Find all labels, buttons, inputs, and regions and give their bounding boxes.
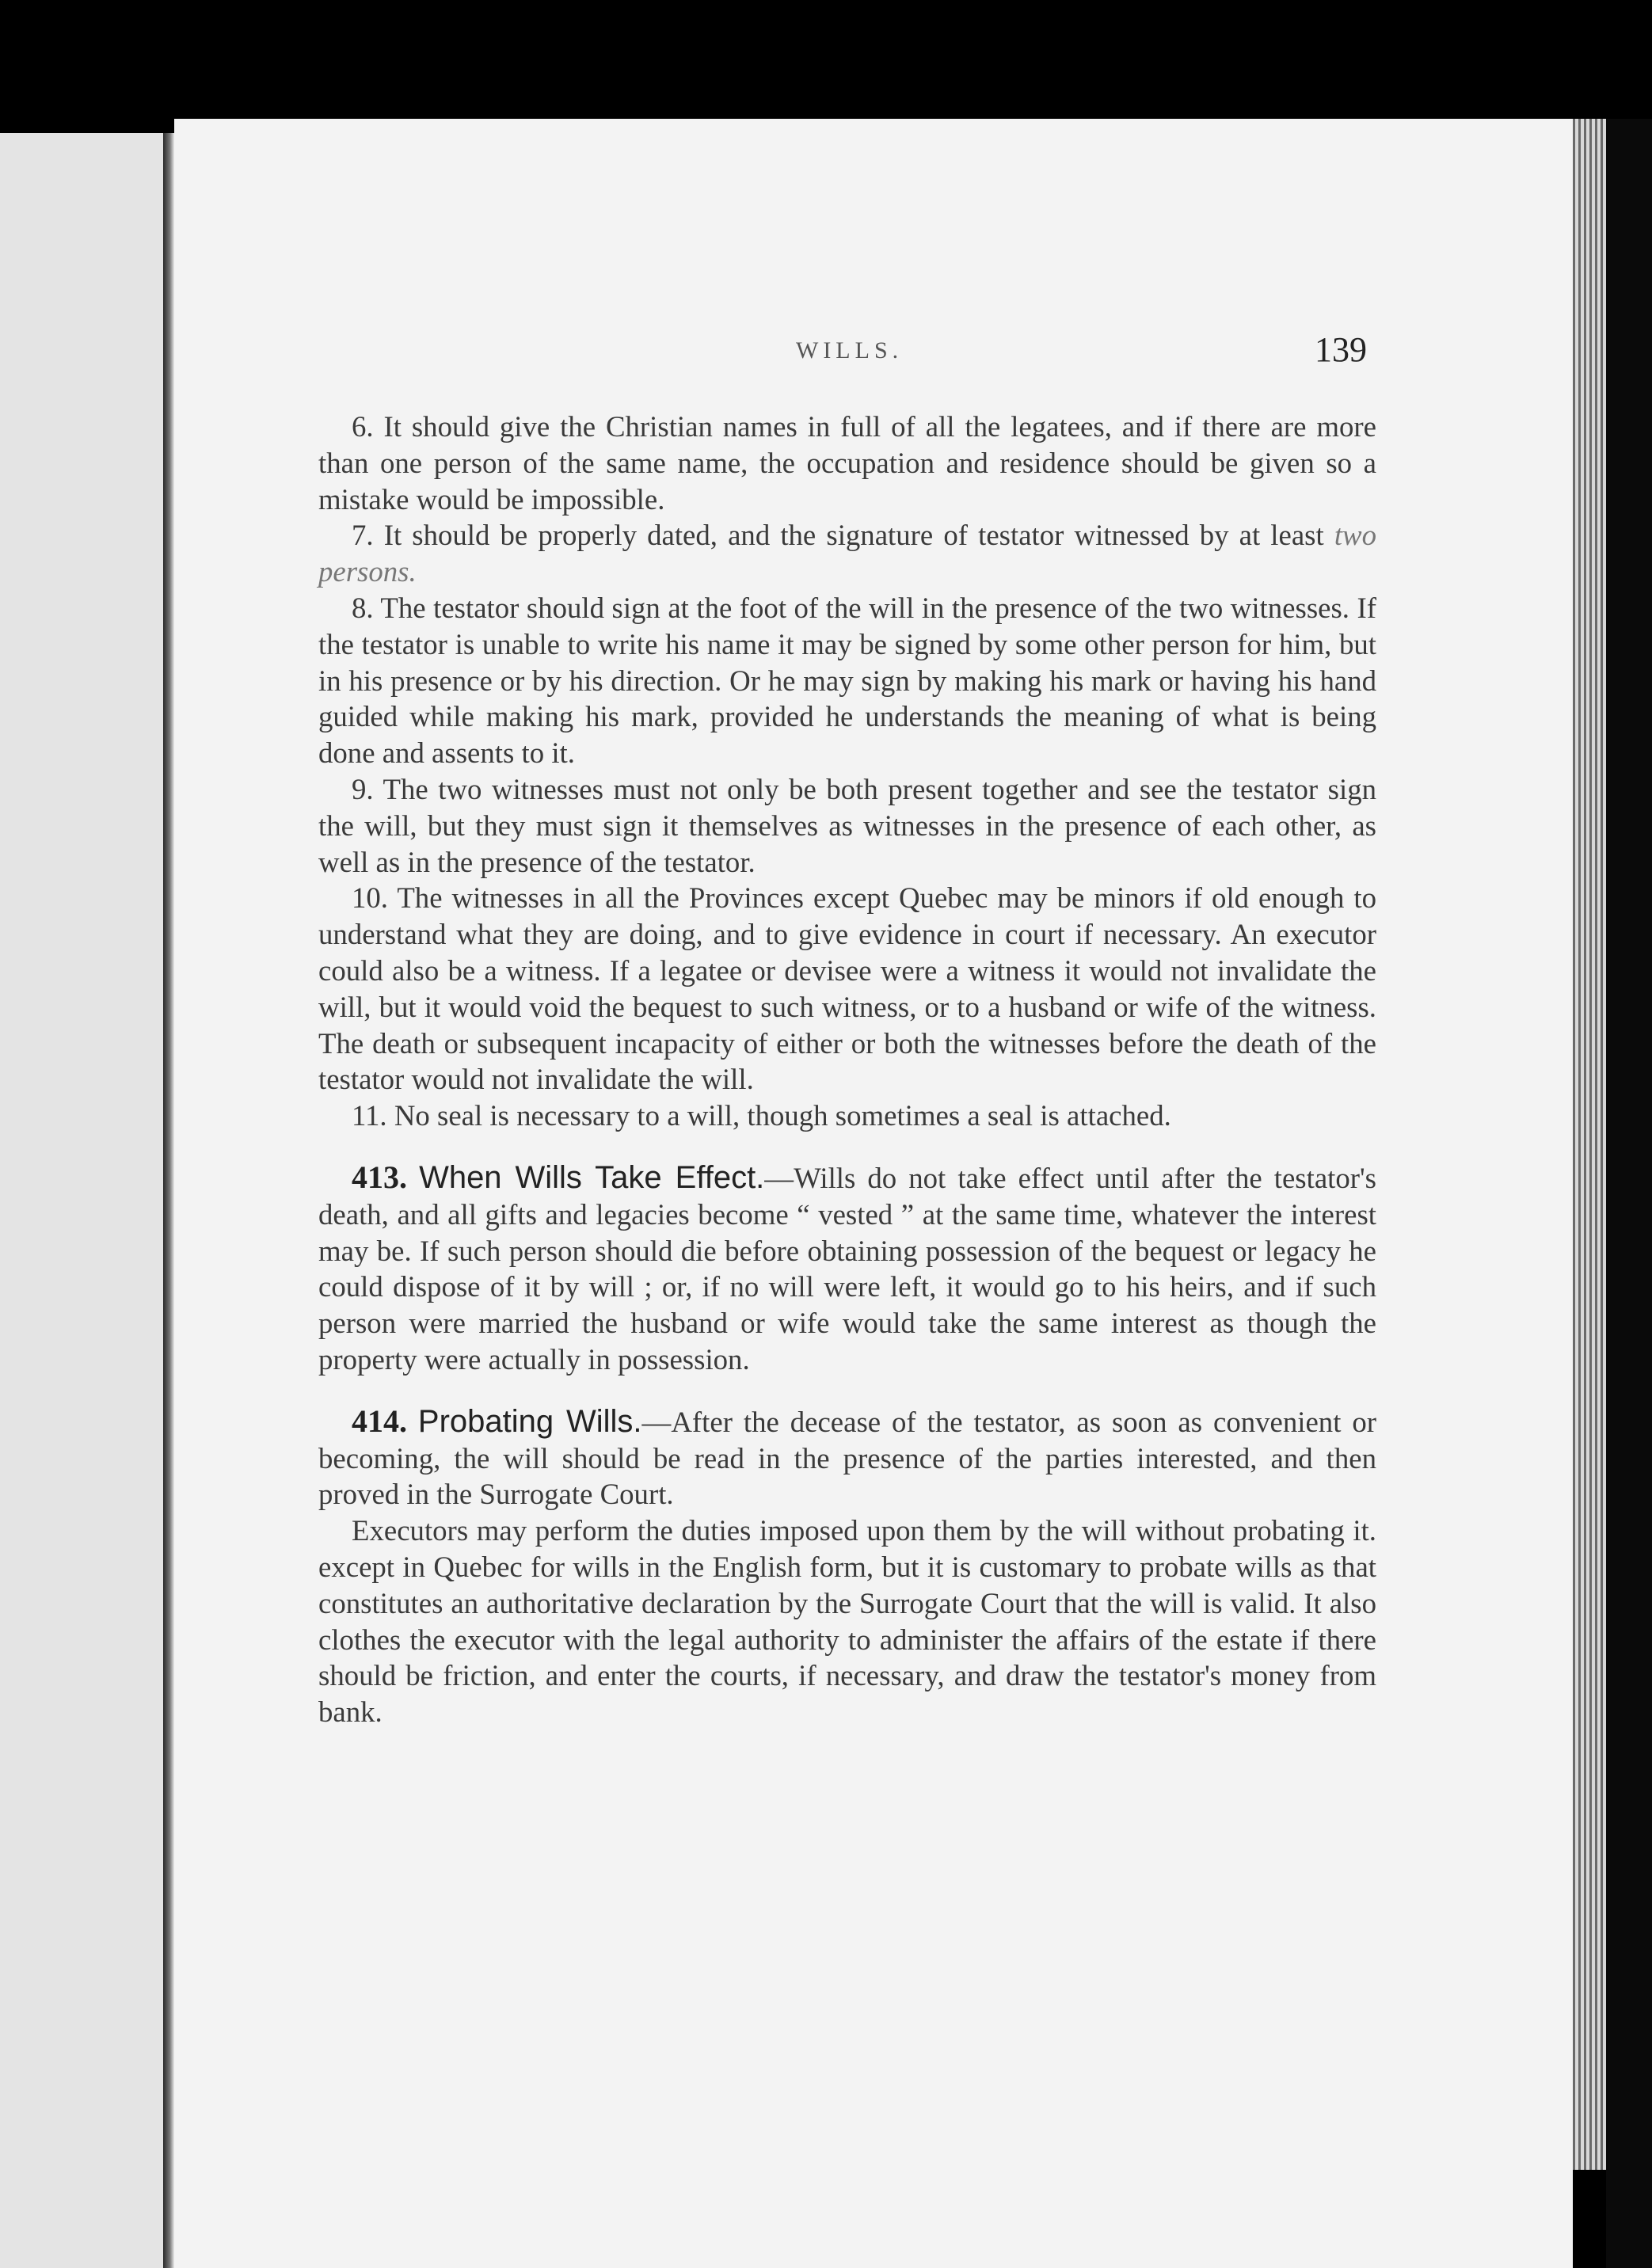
book-gutter xyxy=(163,133,174,2268)
emphasis-two-persons: two persons. xyxy=(318,519,1376,588)
left-page-edge xyxy=(0,133,173,2268)
paragraph-7 xyxy=(318,517,1376,590)
paragraph-8: 8. The testator should sign at the foot of the will in the presence of the two witnesses. If the testator is unable to write his name it may be signed by some other person for him, but in his presence or by his direction. Or he may sign by making his mark or having his hand guided while making his mark, provided he understands the meaning of what is being done and assents to it. xyxy=(318,591,1376,770)
page-body xyxy=(318,409,1376,1730)
paragraph-6: 6. It should give the Christian names in full of all the legatees, and if there are more than one person of the same name, the occupation and residence should be given so a mistake would be impossible. xyxy=(318,410,1376,516)
section-gap xyxy=(318,1134,1376,1159)
page-number: 139 xyxy=(1315,330,1367,369)
section-414 xyxy=(318,1403,1376,1513)
paragraph-9: 9. The two witnesses must not only be both present together and see the testator sign the will, but they must sign it themselves as witnesses in the presence of each other, as well as in the presence of the testator. xyxy=(318,772,1376,878)
section-413-number: 413. xyxy=(352,1159,407,1195)
section-gap xyxy=(318,1378,1376,1403)
section-414-title: Probating Wills. xyxy=(417,1403,642,1439)
section-413 xyxy=(318,1159,1376,1378)
running-head: WILLS. xyxy=(796,337,904,363)
paragraph-7-text: 7. It should be properly dated, and the signature of testator witnessed by at least xyxy=(352,519,1334,552)
section-414-paragraph-2: Executors may perform the duties imposed upon them by the will without probating it. except in Quebec for wills in the English form, but it is customary to probate wills as that constitutes an authoritative declaration by the Surrogate Court that the will is valid. It also clothes the executor with the legal authority to administer the affairs of the estate if there should be friction, and enter the courts, if necessary, and draw the testator's money from bank. xyxy=(318,1514,1376,1729)
section-414-number: 414. xyxy=(352,1402,407,1439)
section-413-title: When Wills Take Effect. xyxy=(419,1159,765,1195)
section-413-text: —Wills do not take effect until after the testator's death, and all gifts and legacies become “ vested ” at the same time, whatever the interest may be. If such person should die before obtaining possession of the bequest or legacy he could dispose of it by will ; or, if no will were left, it would go to his heirs, and if such person were married the husband or wife would take the same interest as though the property were actually in possession. xyxy=(318,1161,1376,1376)
page-stack-edge xyxy=(1573,119,1606,2170)
section-414-text: —After the decease of the testator, as soon as convenient or becoming, the will should be read in the presence of the parties interested, and then proved in the Surrogate Court. xyxy=(318,1405,1376,1511)
paragraph-11: 11. No seal is necessary to a will, though sometimes a seal is attached. xyxy=(352,1099,1171,1132)
paragraph-10: 10. The witnesses in all the Provinces except Quebec may be minors if old enough to understand what they are doing, and to give evidence in court if necessary. An executor could also be a witness. If a legatee or devisee were a witness it would not invalidate the will, but it would void the bequest to such witness, or to a husband or wife of the witness. The death or subsequent incapacity of either or both the witnesses before the death of the testator would not invalidate the will. xyxy=(318,881,1376,1096)
background-margin xyxy=(1606,119,1652,2268)
